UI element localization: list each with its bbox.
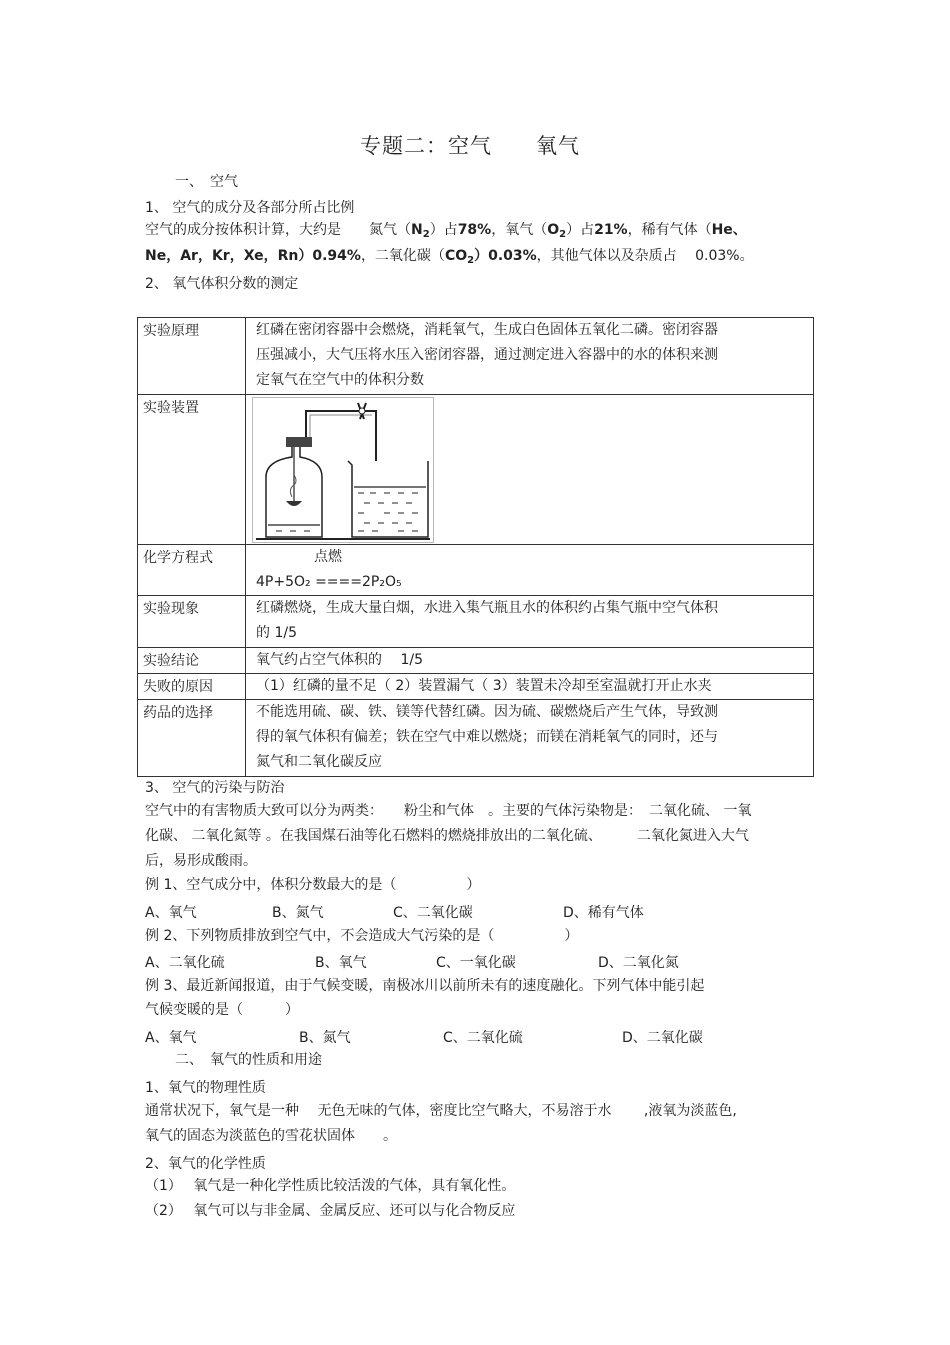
row-label: 化学方程式 — [138, 545, 246, 596]
physical-properties-heading: 1、氧气的物理性质 — [145, 1080, 266, 1096]
pollution-paragraph-line: 空气中的有害物质大致可以分为两类： 粉尘和气体 。主要的气体污染物是： 二氧化硫、 一氧 — [145, 803, 752, 819]
sub1-heading: 1、 空气的成分及各部分所占比例 — [145, 200, 355, 216]
co2-formula — [445, 248, 474, 264]
pollution-paragraph-line: 化碳、 二氧化氮等 。在我国煤石油等化石燃料的燃烧排放出的二氧化硫、 二氧化氮进入大气 — [145, 828, 749, 844]
row-content — [246, 318, 814, 395]
row-label: 实验装置 — [138, 395, 246, 545]
chemical-properties-heading: 2、氧气的化学性质 — [145, 1156, 266, 1172]
option-b: B、氮气 — [299, 1030, 351, 1046]
row-content — [246, 648, 814, 674]
page-title: 专题二：空气 氧气 — [360, 134, 580, 158]
row-label: 实验现象 — [138, 596, 246, 648]
table-row — [138, 318, 814, 395]
section1-heading: 一、 空气 — [175, 174, 238, 190]
option-b: B、氮气 — [272, 905, 324, 921]
content-line: （1）红磷的量不足（ 2）装置漏气（ 3）装置未冷却至室温就打开止水夹 — [256, 678, 712, 694]
composition-text: ）占 — [429, 222, 458, 238]
content-line: 得的氧气体积有偏差；铁在空气中难以燃烧；而镁在消耗氧气的同时，还与 — [256, 729, 718, 745]
noble-gases: Ne，Ar，Kr，Xe，Rn）0.94% — [145, 248, 361, 264]
co2-subscript: 2 — [467, 255, 475, 266]
noble-gas-he: He、 — [711, 222, 747, 238]
composition-text: ，二氧化碳（ — [360, 248, 445, 264]
o2-percent: 21% — [594, 222, 628, 238]
composition-text: 空气的成分按体积计算，大约是 氮气（ — [145, 222, 411, 238]
o2-symbol: O — [547, 222, 560, 238]
combustion-spoon — [286, 501, 302, 506]
composition-line2 — [145, 245, 754, 265]
row-content — [246, 674, 814, 700]
composition-text: ，氧气（ — [491, 222, 548, 238]
option-c: C、一氧化碳 — [436, 955, 516, 971]
n2-subscript: 2 — [422, 229, 430, 240]
option-d: D、二氧化氮 — [598, 955, 679, 971]
chemical-property-item: （1） 氧气是一种化学性质比较活泼的气体，具有氧化性。 — [145, 1178, 516, 1194]
content-line: 不能选用硫、碳、铁、镁等代替红磷。因为硫、碳燃烧后产生气体，导致测 — [256, 704, 718, 720]
example-question: 例 2、下列物质排放到空气中，不会造成大气污染的是（ ） — [145, 928, 579, 944]
co2-percent: ）0.03% — [474, 248, 537, 264]
sub3-heading: 3、 空气的污染与防治 — [145, 780, 285, 796]
option-c: C、二氧化硫 — [443, 1030, 523, 1046]
row-content — [246, 545, 814, 596]
row-content — [246, 596, 814, 648]
content-line: 压强减小，大气压将水压入密闭容器，通过测定进入容器中的水的体积来测 — [256, 347, 718, 363]
chemical-property-item: （2） 氧气可以与非金属、金属反应、还可以与化合物反应 — [145, 1203, 516, 1219]
pollution-paragraph-line: 后，易形成酸雨。 — [145, 853, 257, 869]
n2-percent: 78% — [457, 222, 492, 238]
table-row — [138, 596, 814, 648]
content-line: 定氧气在空气中的体积分数 — [256, 372, 424, 388]
o2-subscript: 2 — [559, 229, 567, 240]
o2-formula — [547, 222, 566, 238]
composition-line1 — [145, 219, 747, 239]
example-question: 例 1、空气成分中，体积分数最大的是（ ） — [145, 877, 481, 893]
co2-symbol: CO — [444, 248, 468, 264]
beaker — [348, 461, 428, 537]
table-row — [138, 648, 814, 674]
table-row — [138, 395, 814, 545]
table-row — [138, 545, 814, 596]
row-content — [246, 700, 814, 777]
row-label: 实验原理 — [138, 318, 246, 395]
content-line: 氮气和二氧化碳反应 — [256, 754, 382, 770]
section2-heading: 二、 氧气的性质和用途 — [175, 1052, 322, 1068]
composition-text: ，稀有气体（ — [627, 222, 712, 238]
option-c: C、二氧化碳 — [393, 905, 473, 921]
n2-formula — [411, 222, 430, 238]
experiment-table — [137, 317, 814, 777]
apparatus-diagram — [252, 397, 434, 543]
row-label: 实验结论 — [138, 648, 246, 674]
content-line: 氧气约占空气体积的 1/5 — [256, 652, 423, 668]
composition-text: ，其他气体以及杂质占 0.03%。 — [536, 248, 754, 264]
chemical-equation: 4P+5O₂ ====2P₂O₅ — [256, 574, 402, 590]
option-d: D、二氧化碳 — [622, 1030, 703, 1046]
reaction-condition: 点燃 — [314, 549, 342, 565]
n2-symbol: N — [411, 222, 423, 238]
table-row — [138, 700, 814, 777]
sub2-heading: 2、 氧气体积分数的测定 — [145, 276, 299, 292]
rubber-stopper — [286, 437, 312, 447]
option-d: D、稀有气体 — [563, 905, 644, 921]
physical-properties-line: 氧气的固态为淡蓝色的雪花状固体 。 — [145, 1128, 397, 1144]
composition-text: ）占 — [566, 222, 595, 238]
row-label: 药品的选择 — [138, 700, 246, 777]
option-a: A、二氧化硫 — [145, 955, 225, 971]
content-line: 红磷燃烧，生成大量白烟，水进入集气瓶且水的体积约占集气瓶中空气体积 — [256, 600, 718, 616]
physical-properties-line: 通常状况下，氧气是一种 无色无味的气体，密度比空气略大，不易溶于水 ,液氧为淡蓝色, — [145, 1103, 737, 1119]
content-line: 红磷在密闭容器中会燃烧，消耗氧气，生成白色固体五氧化二磷。密闭容器 — [256, 322, 718, 338]
example-question-cont: 气候变暖的是（ ） — [145, 1002, 299, 1018]
example-question: 例 3、最近新闻报道，由于气候变暖，南极冰川以前所未有的速度融化。下列气体中能引起 — [145, 978, 705, 994]
content-line: 的 1/5 — [256, 625, 297, 641]
option-b: B、氧气 — [315, 955, 367, 971]
option-a: A、氧气 — [145, 905, 197, 921]
table-row — [138, 674, 814, 700]
option-a: A、氧气 — [145, 1030, 197, 1046]
row-label: 失败的原因 — [138, 674, 246, 700]
row-content — [246, 395, 814, 545]
